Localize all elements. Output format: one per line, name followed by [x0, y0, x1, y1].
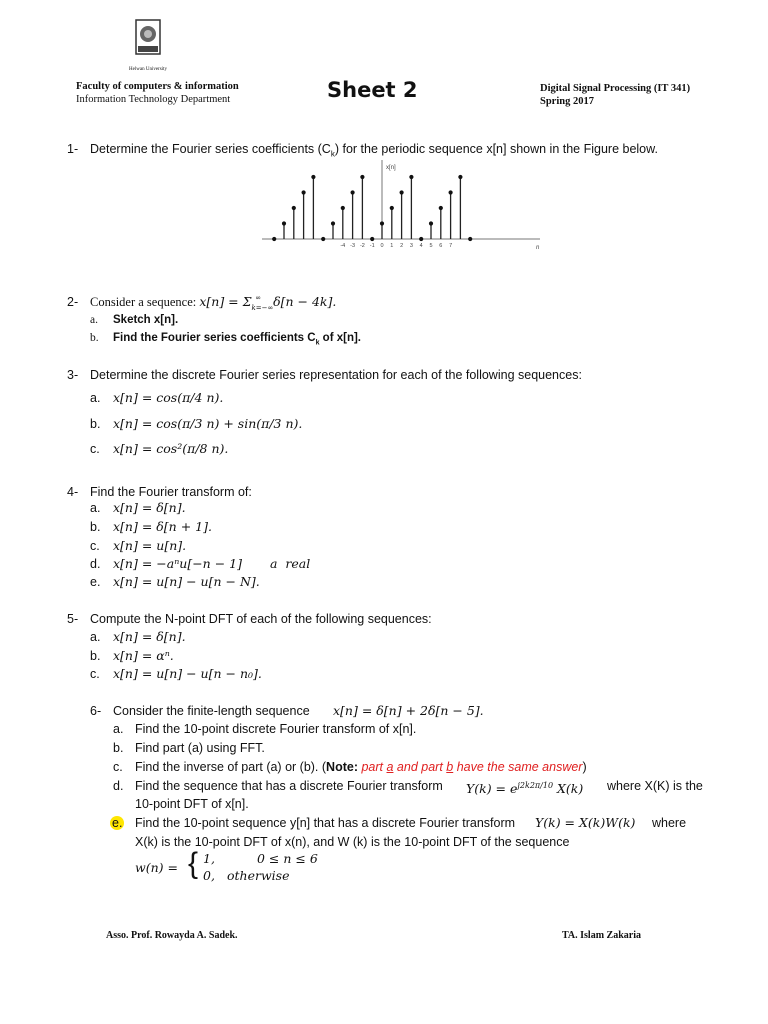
stem-point [400, 190, 404, 194]
d-expr-sup: j2k2π/10 [517, 781, 554, 790]
e-expr: Y(k) = X(k)W(k) [535, 815, 636, 830]
q4-item-d [90, 556, 311, 572]
tick-label: 1 [390, 243, 394, 249]
stem-point [429, 221, 433, 225]
w-case1-cond: 0 ≤ n ≤ 6 [257, 851, 318, 866]
item-label: c. [90, 667, 100, 681]
stem-point [351, 190, 355, 194]
question-number: 4- [67, 485, 79, 499]
item-label: a. [90, 630, 101, 644]
item-label: b. [90, 417, 101, 431]
part-label: d. [113, 779, 124, 793]
page-title: Sheet 2 [327, 78, 418, 102]
stem-point [292, 206, 296, 210]
question-4 [67, 484, 252, 500]
header-left [76, 80, 239, 106]
q3-item-a [90, 390, 224, 406]
part-label: a. [113, 722, 124, 736]
stems-group [272, 175, 472, 241]
item-expr: x[n] = δ[n]. [113, 500, 186, 515]
item-label: b. [90, 520, 101, 534]
question-text: Determine the discrete Fourier series representation for each of the following sequences: [90, 368, 582, 382]
c-post: ) [582, 760, 587, 774]
tick-label: 2 [400, 243, 404, 249]
item-expr: x[n] = cos(π/4 n). [113, 390, 224, 405]
question-number: 6- [90, 704, 102, 718]
stem-point [302, 190, 306, 194]
c-red-b: b [446, 760, 454, 774]
q4-item-a [90, 500, 186, 516]
stem-point [272, 237, 276, 241]
question-3 [67, 367, 582, 383]
q2-sum-lower: k=−∞ [251, 304, 274, 312]
stem-point [449, 190, 453, 194]
q6-part-e [110, 815, 687, 831]
item-label: a. [90, 391, 101, 405]
item-label: d. [90, 557, 101, 571]
w-lhs: w(n) = [135, 860, 178, 875]
part-text [135, 759, 587, 775]
c-red1: part [358, 760, 387, 774]
stem-point [468, 237, 472, 241]
question-number: 5- [67, 612, 79, 626]
part-text: Sketch x[n]. [113, 314, 179, 326]
stem-point [321, 237, 325, 241]
item-expr: x[n] = u[n]. [113, 538, 187, 553]
stem-point [282, 221, 286, 225]
stem-point [439, 206, 443, 210]
tick-labels-group [340, 243, 452, 249]
part-label: c. [113, 760, 123, 774]
q1-text-part2: ) for the periodic sequence x[n] shown in the Figure below. [334, 142, 658, 156]
q6-expr: x[n] = δ[n] + 2δ[n − 5]. [333, 703, 484, 718]
stem-point [458, 175, 462, 179]
logo-emblem-icon [128, 18, 168, 68]
question-text [90, 294, 336, 312]
part-text: Find the sequence that has a discrete Fourier transform [135, 779, 443, 793]
stem-point [419, 237, 423, 241]
tick-label: -2 [359, 243, 365, 249]
tick-label: 5 [429, 243, 433, 249]
item-label: c. [90, 539, 100, 553]
item-note: a real [270, 556, 311, 571]
c-red2: and part [393, 760, 447, 774]
part-text: Find the 10-point discrete Fourier transform of x[n]. [135, 722, 417, 736]
q4-item-b [90, 519, 212, 535]
c-red3: have the same answer [453, 760, 583, 774]
department-name: Information Technology Department [76, 94, 231, 105]
tick-label: -4 [340, 243, 346, 249]
header-right [540, 82, 690, 108]
question-number: 2- [67, 295, 79, 309]
tick-label: 3 [409, 243, 413, 249]
course-name: Digital Signal Processing (IT 341) [540, 83, 691, 94]
part-label: b. [113, 741, 124, 755]
question-number: 1- [67, 142, 79, 156]
part-label-highlighted: e. [112, 816, 123, 830]
item-expr: x[n] = u[n] − u[n − n₀]. [113, 666, 262, 681]
item-expr: x[n] = u[n] − u[n − N]. [113, 574, 260, 589]
part-text: Find part (a) using FFT. [135, 741, 265, 755]
q2-sum-upper: ∞ [255, 294, 262, 302]
d-expr-tail: X(k) [553, 781, 584, 797]
q5-item-a [90, 629, 186, 645]
item-expr: x[n] = δ[n + 1]. [113, 519, 212, 534]
q2-b-text: Find the Fourier series coefficients C [113, 332, 316, 344]
q1-subscript: k [330, 149, 335, 159]
d-expr-main: Y(k) = e [466, 781, 518, 797]
term: Spring 2017 [540, 96, 594, 107]
university-logo [128, 18, 168, 72]
q2-intro: Consider a sequence: [90, 295, 200, 309]
q2-b-subscript: k [315, 339, 320, 347]
item-label: a. [90, 501, 101, 515]
question-text: Find the Fourier transform of: [90, 485, 252, 499]
stem-point [331, 221, 335, 225]
q3-item-c [90, 441, 229, 457]
tick-label: 0 [380, 243, 384, 249]
q2-formula-rest: δ[n − 4k]. [269, 294, 337, 309]
tick-label: -3 [350, 243, 356, 249]
item-expr: x[n] = −aⁿu[−n − 1] [113, 556, 242, 571]
q2-b-text2: of x[n]. [319, 332, 362, 344]
part-label: a. [90, 314, 98, 326]
stem-point [341, 206, 345, 210]
tick-label: -1 [369, 243, 375, 249]
q3-item-b [90, 416, 303, 432]
q2-formula: x[n] = Σ [199, 294, 252, 309]
footer-professor: Asso. Prof. Rowayda A. Sadek. [106, 930, 238, 941]
q4-item-c [90, 538, 187, 554]
stem-point [360, 175, 364, 179]
item-expr: x[n] = αⁿ. [113, 648, 174, 663]
w-case2-value: 0, [203, 868, 215, 883]
question-1 [67, 141, 658, 159]
q4-item-e [90, 574, 260, 590]
tick-label: 7 [449, 243, 453, 249]
e-post: where [652, 816, 687, 830]
c-pre: Find the inverse of part (a) or (b). ( [135, 760, 327, 774]
question-5 [67, 611, 432, 627]
w-case1-value: 1, [203, 851, 215, 866]
item-expr: x[n] = cos(π/3 n) + sin(π/3 n). [113, 416, 303, 431]
part-text [113, 330, 361, 351]
question-number: 3- [67, 368, 79, 382]
part-label: b. [90, 332, 99, 344]
faculty-name: Faculty of computers & information [76, 81, 239, 92]
q6-part-c [113, 759, 587, 775]
q5-item-c [90, 666, 262, 682]
stem-point [409, 175, 413, 179]
item-expr: x[n] = δ[n]. [113, 629, 186, 644]
q6-part-a [113, 721, 417, 737]
logo-caption: Helwan University [129, 67, 167, 72]
stem-point [390, 206, 394, 210]
stem-point [311, 175, 315, 179]
stem-plot-figure [258, 158, 548, 254]
d-expr [466, 778, 583, 797]
q2-part-b [90, 330, 362, 347]
c-note: Note: [326, 760, 358, 774]
question-text: Consider the finite-length sequence [113, 704, 310, 718]
footer-ta: TA. Islam Zakaria [562, 930, 641, 941]
tick-label: 6 [439, 243, 443, 249]
item-label: e. [90, 575, 101, 589]
item-label: c. [90, 442, 100, 456]
q6-part-b [113, 740, 265, 756]
q5-item-b [90, 648, 174, 664]
q1-text-part: Determine the Fourier series coefficients (C [90, 142, 331, 156]
q6-part-e-line2: X(k) is the 10-point DFT of x(n), and W (k) is the 10-point DFT of the sequence [135, 835, 570, 849]
brace-icon: { [188, 847, 199, 880]
item-expr: x[n] = cos²(π/8 n). [113, 441, 229, 456]
w-definition [135, 847, 435, 885]
part-text: Find the 10-point sequence y[n] that has a discrete Fourier transform [135, 816, 516, 830]
item-label: b. [90, 649, 101, 663]
tick-label: 4 [419, 243, 423, 249]
stem-point [370, 237, 374, 241]
question-text: Compute the N-point DFT of each of the following sequences: [90, 612, 432, 626]
c-red-a: a [386, 760, 394, 774]
q2-part-a [90, 312, 179, 328]
stem-point [380, 221, 384, 225]
question-6 [90, 703, 484, 719]
y-axis-label: x[n] [386, 165, 396, 171]
q6-part-d-line2: 10-point DFT of x[n]. [135, 797, 249, 811]
w-case2-cond: otherwise [227, 868, 290, 883]
d-post: where X(K) is the [607, 779, 703, 793]
x-axis-label: n [536, 245, 540, 251]
